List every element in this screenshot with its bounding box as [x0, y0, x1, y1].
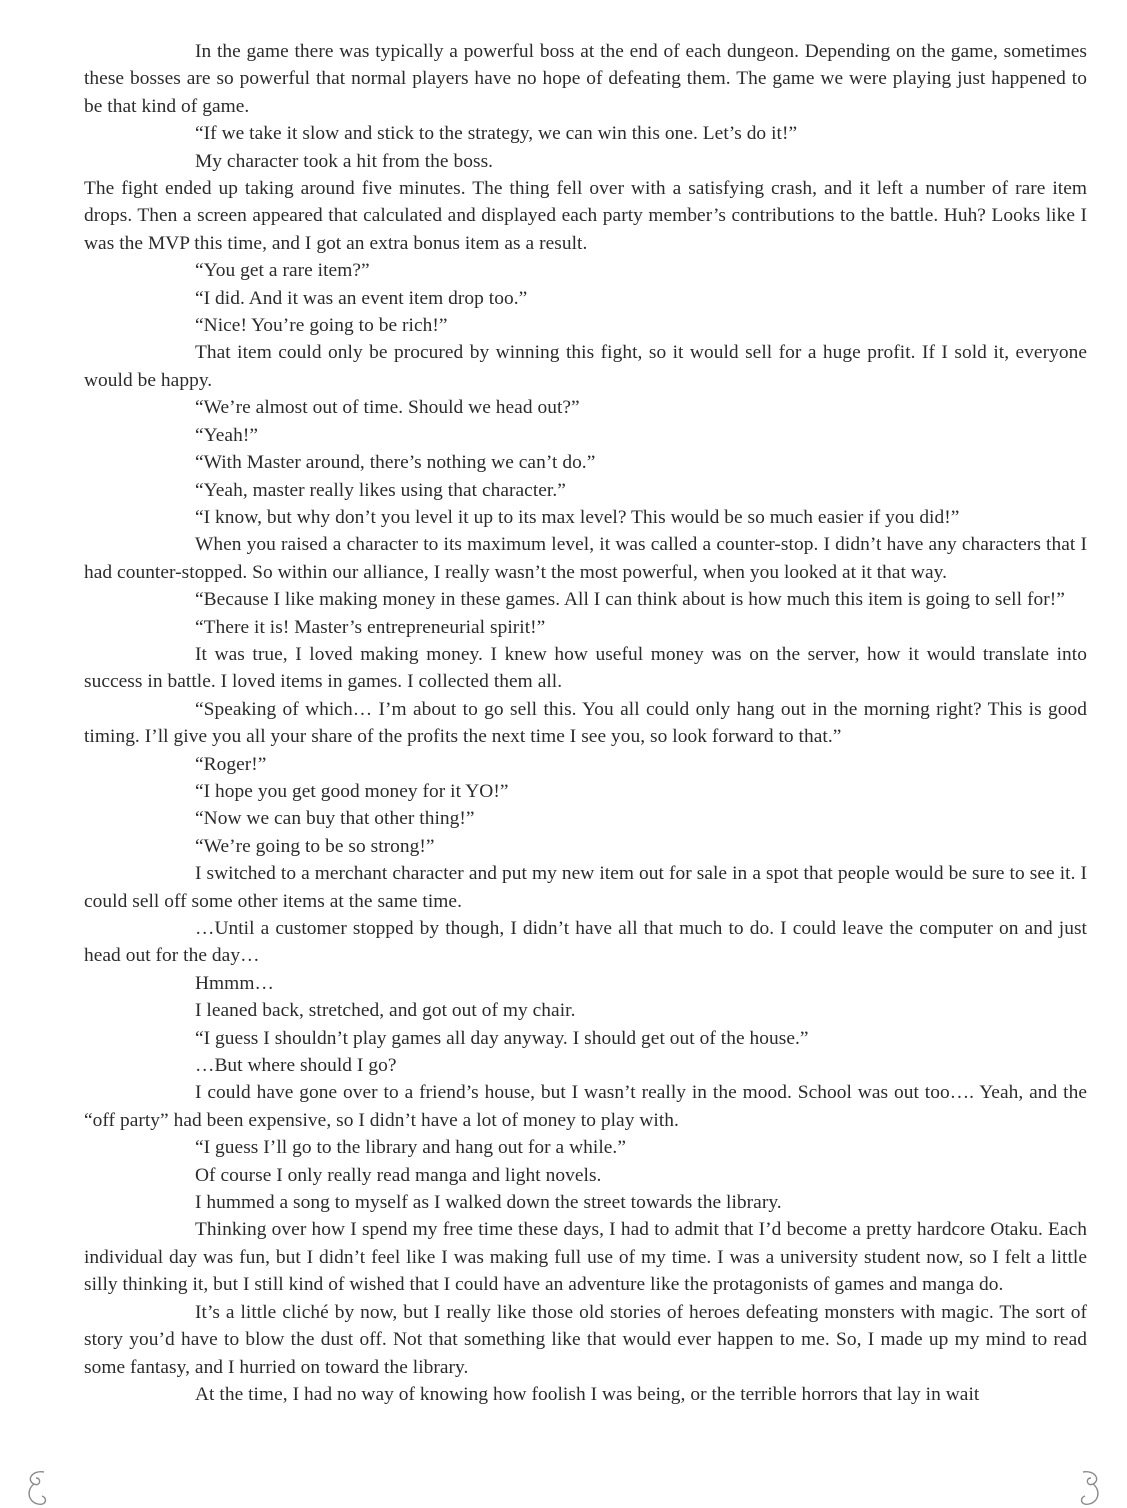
paragraph: “Speaking of which… I’m about to go sell this. You all could only hang out in the morning right? This is good timing. I’ll give you all your share of the profits the next time I see you, so look forward to that.”: [84, 698, 1087, 748]
paragraph: Hmmm…: [195, 972, 274, 994]
paragraph: “Nice! You’re going to be rich!”: [195, 315, 448, 337]
paragraph: I switched to a merchant character and put my new item out for sale in a spot that people would be sure to see it. I could sell off some other items at the same time.: [84, 863, 1087, 912]
paragraph: “Now we can buy that other thing!”: [195, 808, 475, 830]
paragraph: It was true, I loved making money. I knew how useful money was on the server, how it would translate into success in battle. I loved items in games. I collected them all.: [84, 643, 1087, 693]
paragraph: …But where should I go?: [195, 1055, 397, 1077]
paragraph: It’s a little cliché by now, but I really like those old stories of heroes defeating monsters with magic. The sort of story you’d have to blow the dust off. Not that something like that would ever happen to me. So, I made up my mind to read some fantasy, and I hurried on toward the library.: [84, 1301, 1087, 1378]
paragraph: The fight ended up taking around five minutes. The thing fell over with a satisfying crash, and it left a number of rare item drops. Then a screen appeared that calculated and displayed each party member’s contributions to the battle. Huh? Looks like I was the MVP this time, and I got an extra bonus item as a result.: [84, 178, 1087, 254]
paragraph: Of course I only really read manga and light novels.: [195, 1164, 602, 1186]
paragraph: “Yeah, master really likes using that character.”: [195, 479, 566, 501]
paragraph: “I guess I shouldn’t play games all day anyway. I should get out of the house.”: [195, 1027, 809, 1049]
paragraph: That item could only be procured by winning this fight, so it would sell for a huge profit. If I sold it, everyone would be happy.: [84, 342, 1087, 391]
paragraph: “I know, but why don’t you level it up to its max level? This would be so much easier if you did!”: [195, 506, 960, 528]
paragraph: “I hope you get good money for it YO!”: [195, 780, 509, 802]
paragraph: I hummed a song to myself as I walked down the street towards the library.: [195, 1192, 782, 1214]
paragraph: Thinking over how I spend my free time these days, I had to admit that I’d become a pretty hardcore Otaku. Each individual day was fun, but I didn’t feel like I was making full use of my time. I was a university student now, so I felt a little silly thinking it, but I still kind of wished that I could have an adventure like the protagonists of games and manga do.: [84, 1219, 1087, 1296]
paragraph: …Until a customer stopped by though, I didn’t have all that much to do. I could leave the computer on and just head out for the day…: [84, 918, 1087, 967]
paragraph: “Yeah!”: [195, 424, 258, 446]
paragraph: “We’re almost out of time. Should we head out?”: [195, 397, 580, 419]
paragraph: “We’re going to be so strong!”: [195, 835, 435, 857]
paragraph: In the game there was typically a powerful boss at the end of each dungeon. Depending on the game, sometimes these bosses are so powerful that normal players have no hope of defeating them. The game we were playing just happened to be that kind of game.: [84, 41, 1087, 117]
paragraph: “Roger!”: [195, 753, 267, 775]
paragraph: “There it is! Master’s entrepreneurial spirit!”: [195, 616, 546, 638]
paragraph: I leaned back, stretched, and got out of my chair.: [195, 1000, 576, 1022]
paragraph: “You get a rare item?”: [195, 260, 370, 282]
paragraph: “If we take it slow and stick to the strategy, we can win this one. Let’s do it!”: [195, 123, 798, 145]
scroll-ornament-icon: [1075, 1468, 1105, 1508]
scroll-ornament-icon: [22, 1468, 52, 1508]
paragraph: At the time, I had no way of knowing how foolish I was being, or the terrible horrors that lay in wait: [195, 1383, 980, 1405]
paragraph: “I guess I’ll go to the library and hang out for a while.”: [195, 1137, 626, 1159]
paragraph: “I did. And it was an event item drop too.”: [195, 287, 528, 309]
paragraph: I could have gone over to a friend’s house, but I wasn’t really in the mood. School was out too…. Yeah, and the “off party” had been expensive, so I didn’t have a lot of money to play with.: [84, 1082, 1087, 1131]
paragraph: “With Master around, there’s nothing we can’t do.”: [195, 452, 596, 474]
paragraph: My character took a hit from the boss.: [195, 150, 494, 172]
paragraph: When you raised a character to its maximum level, it was called a counter-stop. I didn’t have any characters that I had counter-stopped. So within our alliance, I really wasn’t the most powerful, when you looked at it that way.: [84, 534, 1087, 583]
paragraph: “Because I like making money in these games. All I can think about is how much this item is going to sell for!”: [195, 589, 1065, 611]
page-body: [84, 38, 1087, 1408]
